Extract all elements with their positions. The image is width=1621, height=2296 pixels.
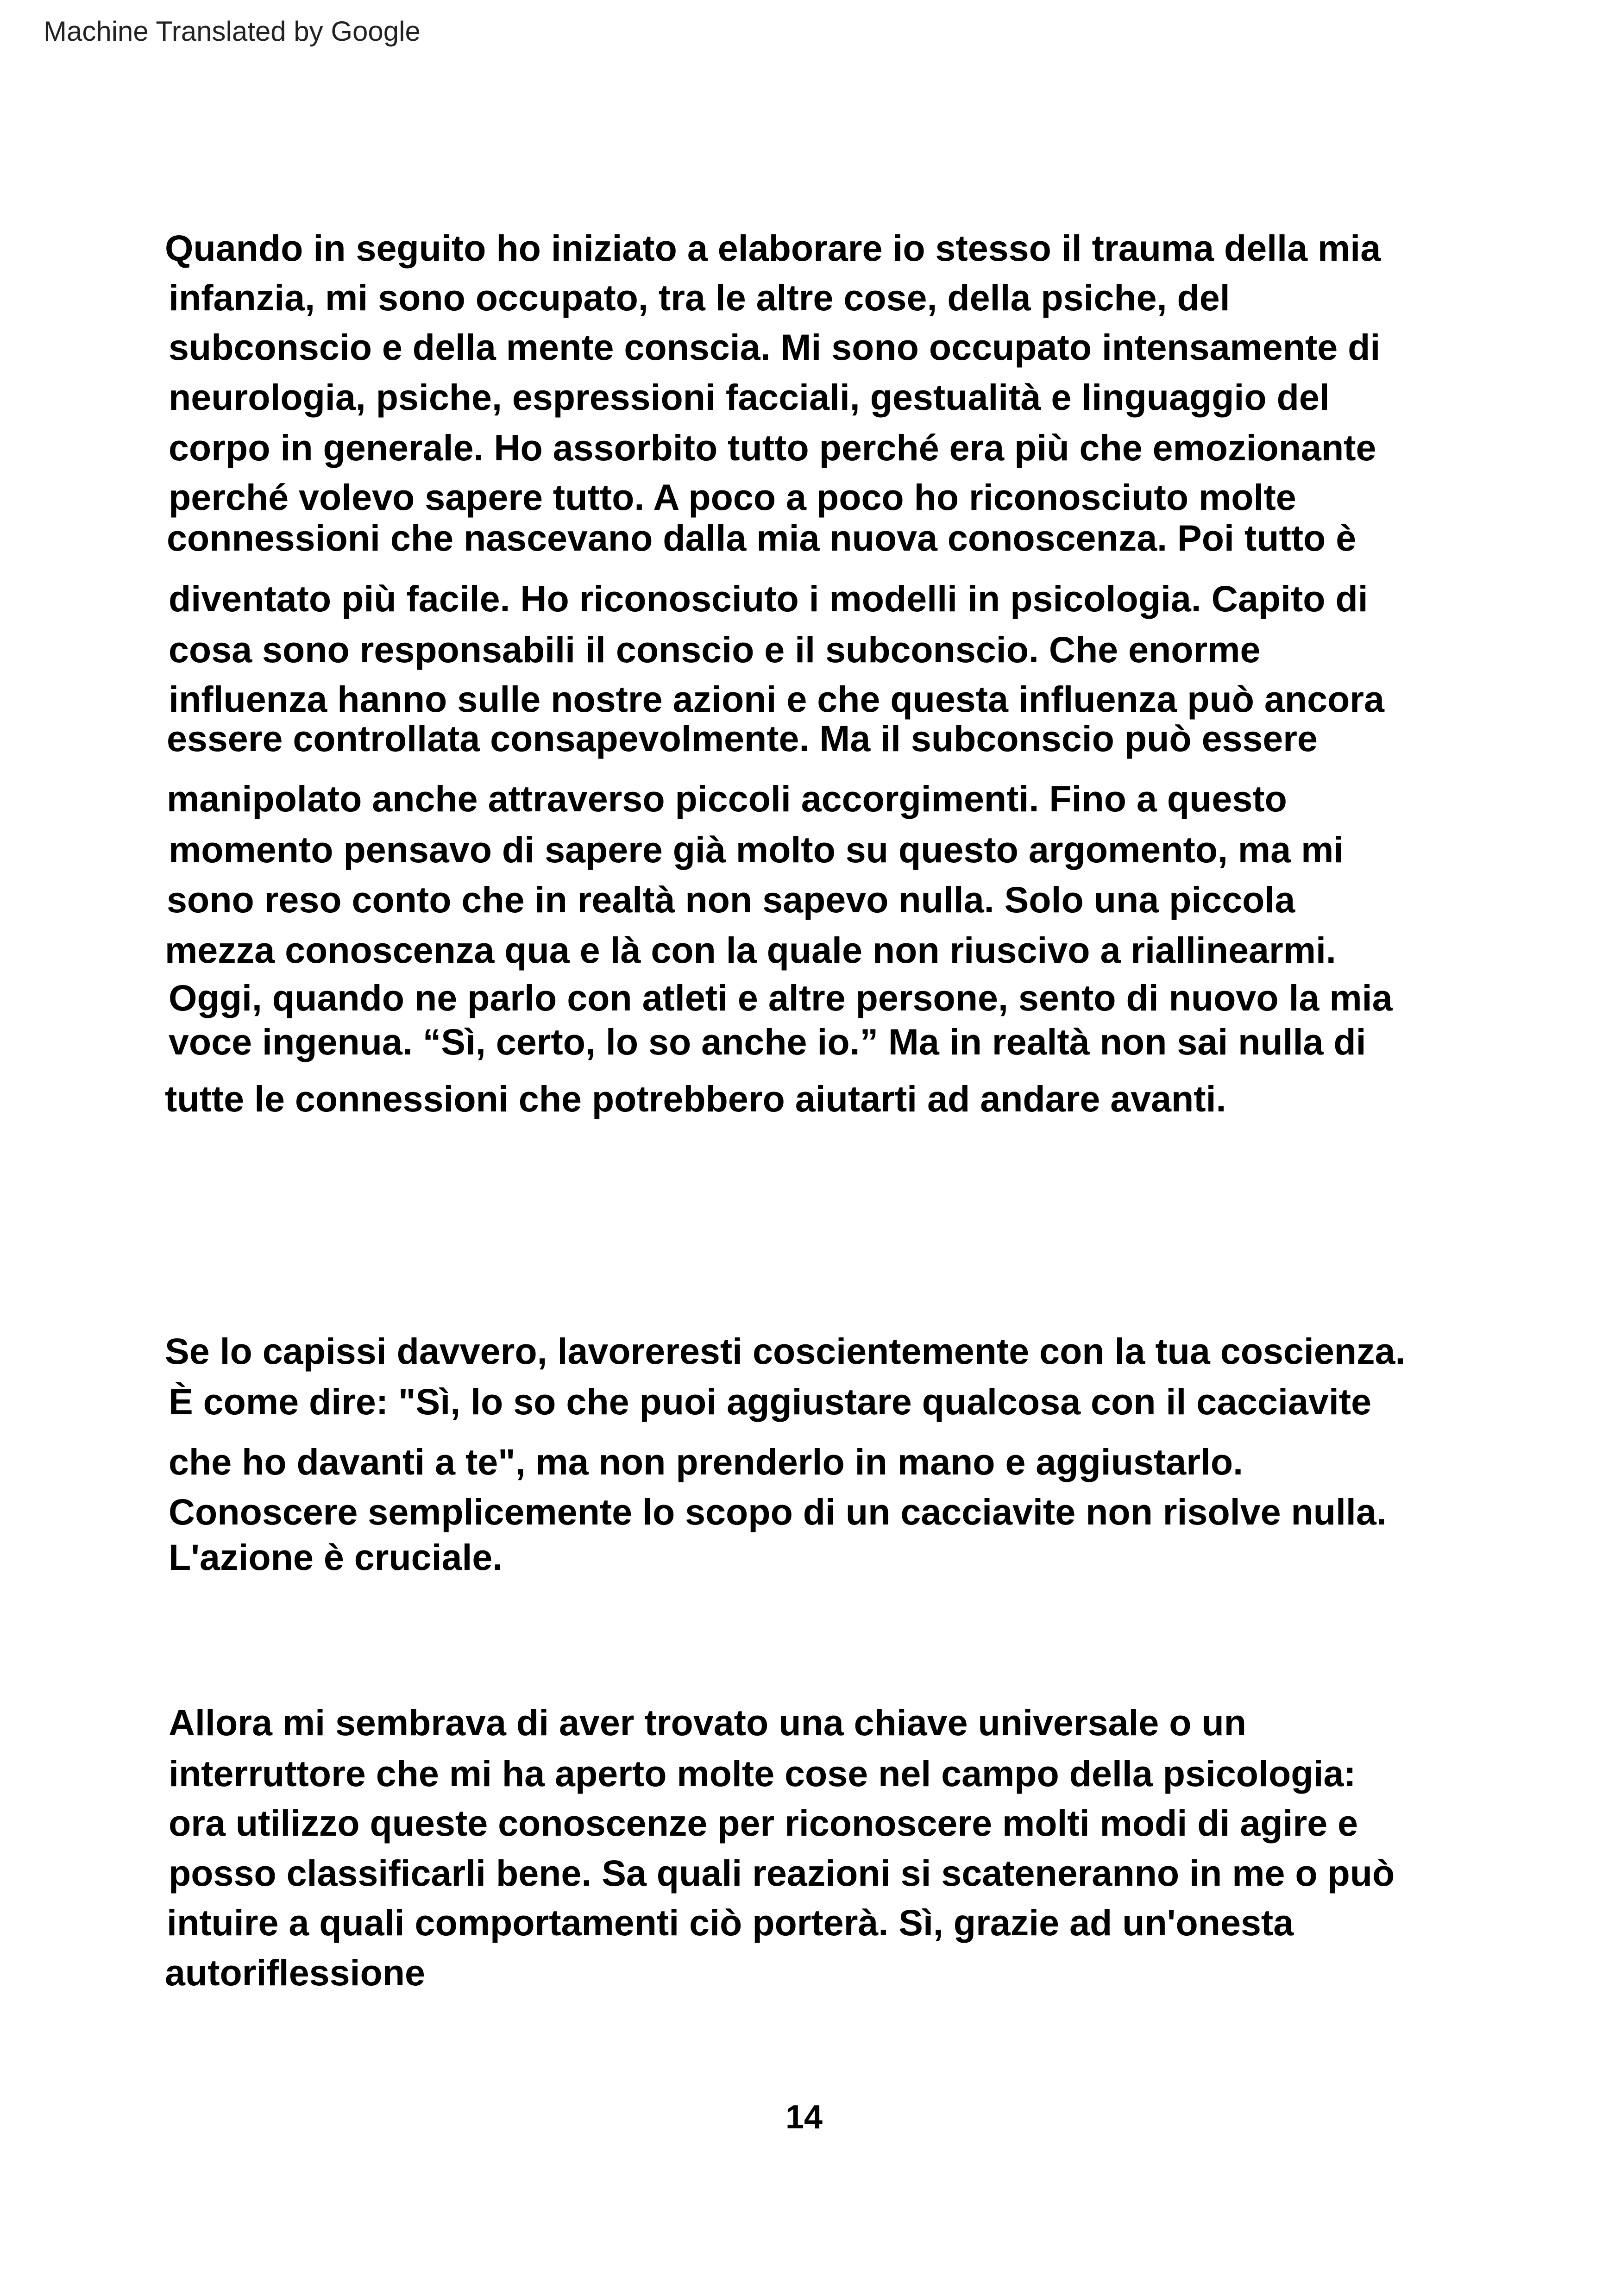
paragraph-line: neurologia, psiche, espressioni facciali, gestualità e linguaggio del <box>169 376 1330 418</box>
paragraph-line: subconscio e della mente conscia. Mi sono occupato intensamente di <box>169 326 1381 368</box>
paragraph-line: che ho davanti a te", ma non prenderlo in mano e aggiustarlo. <box>169 1441 1244 1482</box>
paragraph-line: tutte le connessioni che potrebbero aiutarti ad andare avanti. <box>165 1078 1226 1119</box>
paragraph-line: momento pensavo di sapere già molto su questo argomento, ma mi <box>169 829 1344 870</box>
paragraph-line: infanzia, mi sono occupato, tra le altre cose, della psiche, del <box>169 277 1230 318</box>
paragraph-line: posso classificarli bene. Sa quali reazioni si scateneranno in me o può <box>169 1852 1395 1894</box>
paragraph-line: autoriflessione <box>165 1952 425 1993</box>
paragraph-line: influenza hanno sulle nostre azioni e che questa influenza può ancora <box>169 678 1384 720</box>
paragraph-line: diventato più facile. Ho riconosciuto i modelli in psicologia. Capito di <box>169 578 1368 619</box>
paragraph-line: connessioni che nascevano dalla mia nuova conoscenza. Poi tutto è <box>167 517 1357 558</box>
paragraph-line: L'azione è cruciale. <box>169 1537 503 1578</box>
paragraph-line: Allora mi sembrava di aver trovato una chiave universale o un <box>169 1702 1246 1743</box>
paragraph-line: Conoscere semplicemente lo scopo di un cacciavite non risolve nulla. <box>169 1491 1387 1532</box>
paragraph-line: ora utilizzo queste conoscenze per riconoscere molti modi di agire e <box>169 1802 1358 1844</box>
paragraph-line: Oggi, quando ne parlo con atleti e altre persone, sento di nuovo la mia <box>169 977 1393 1018</box>
machine-translation-watermark: Machine Translated by Google <box>44 16 421 47</box>
paragraph-line: interruttore che mi ha aperto molte cose nel campo della psicologia: <box>169 1753 1356 1794</box>
paragraph-line: manipolato anche attraverso piccoli accorgimenti. Fino a questo <box>167 778 1287 819</box>
paragraph-line: È come dire: "Sì, lo so che puoi aggiustare qualcosa con il cacciavite <box>169 1381 1372 1422</box>
paragraph-line: corpo in generale. Ho assorbito tutto perché era più che emozionante <box>169 427 1376 468</box>
page-number: 14 <box>785 2099 823 2136</box>
paragraph-line: Se lo capissi davvero, lavoreresti coscientemente con la tua coscienza. <box>165 1330 1406 1372</box>
paragraph-line: voce ingenua. “Sì, certo, lo so anche io.” Ma in realtà non sai nulla di <box>169 1021 1366 1062</box>
paragraph-line: mezza conoscenza qua e là con la quale non riuscivo a riallinearmi. <box>165 929 1336 971</box>
paragraph-line: perché volevo sapere tutto. A poco a poco ho riconosciuto molte <box>169 477 1296 518</box>
paragraph-line: cosa sono responsabili il conscio e il subconscio. Che enorme <box>169 629 1261 670</box>
paragraph-line: essere controllata consapevolmente. Ma il subconscio può essere <box>167 718 1318 759</box>
paragraph-line: sono reso conto che in realtà non sapevo nulla. Solo una piccola <box>167 879 1295 920</box>
paragraph-line: Quando in seguito ho iniziato a elaborare io stesso il trauma della mia <box>165 227 1381 269</box>
paragraph-line: intuire a quali comportamenti ciò porterà. Sì, grazie ad un'onesta <box>167 1902 1294 1943</box>
